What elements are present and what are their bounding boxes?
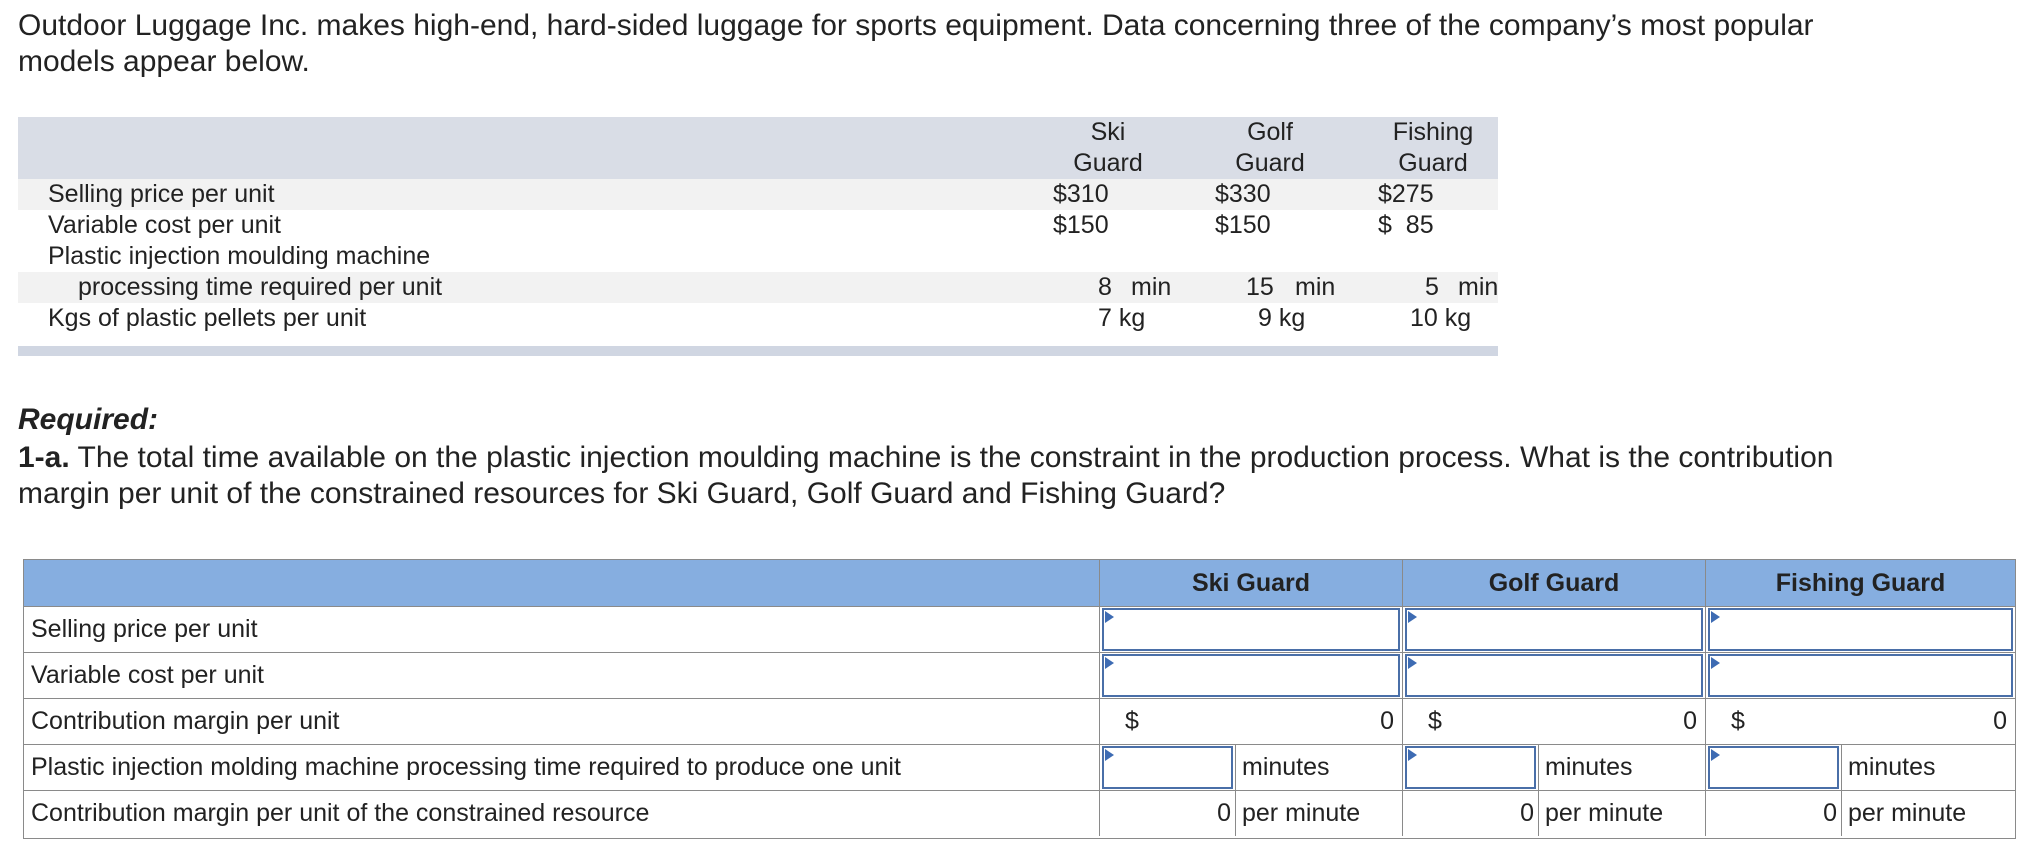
selling-price-golf-input[interactable] — [1405, 608, 1703, 651]
answer-row-machine-time — [24, 745, 2015, 791]
unit-divider — [1538, 745, 1539, 790]
intro-text: Outdoor Luggage Inc. makes high-end, hard-sided luggage for sports equipment. Data concerning three of the company’s most popular models appear below. — [18, 9, 1814, 78]
question-number: 1-a. — [18, 441, 70, 474]
input-marker-icon — [1711, 657, 1720, 669]
currency-symbol: $ — [1125, 707, 1139, 735]
computed-value: 0 — [1683, 707, 1697, 735]
unit-label: per minute — [1242, 799, 1361, 827]
unit-divider — [1235, 791, 1236, 836]
answer-table-header — [24, 560, 2015, 607]
cell-golf-guard — [1402, 699, 1705, 744]
row-selling-price — [18, 179, 1498, 210]
cell-golf-guard — [1402, 791, 1705, 836]
cell-value: 10 kg — [1410, 304, 1472, 332]
input-marker-icon — [1105, 749, 1114, 761]
variable-cost-ski-input[interactable] — [1102, 654, 1400, 697]
input-marker-icon — [1711, 749, 1720, 761]
column-fishing-guard: Fishing Guard — [1705, 560, 2015, 606]
row-label: Variable cost per unit — [48, 211, 281, 239]
answer-row-contribution-margin — [24, 699, 2015, 745]
cell-fishing-guard — [1705, 607, 2015, 652]
row-label: Selling price per unit — [31, 615, 258, 643]
row-machine-label — [18, 241, 1498, 272]
machine-time-fishing-input[interactable] — [1708, 746, 1839, 789]
variable-cost-golf-input[interactable] — [1405, 654, 1703, 697]
cell-ski-guard — [1099, 653, 1402, 698]
answer-table — [23, 559, 2016, 839]
product-data-table — [18, 117, 1498, 356]
data-table-footer — [18, 346, 1498, 356]
row-label: Selling price per unit — [48, 180, 275, 208]
cell-ski-guard — [1099, 745, 1402, 790]
input-marker-icon — [1105, 657, 1114, 669]
cell-golf-guard — [1402, 653, 1705, 698]
unit-label: minutes — [1242, 753, 1330, 781]
header-golf-guard: Golf Guard — [1235, 118, 1305, 177]
cell-value: $150 — [1053, 211, 1109, 239]
cell-value: 7 kg — [1098, 304, 1146, 332]
unit-divider — [1235, 745, 1236, 790]
input-marker-icon — [1408, 749, 1417, 761]
cell-ski-guard — [1099, 699, 1402, 744]
computed-value: 0 — [1823, 799, 1837, 827]
unit-label: minutes — [1848, 753, 1936, 781]
unit-divider — [1841, 745, 1842, 790]
unit-label: per minute — [1545, 799, 1664, 827]
cell-value: $330 — [1215, 180, 1271, 208]
header-fishing-guard: Fishing Guard — [1392, 118, 1474, 177]
cell-value: $275 — [1378, 180, 1434, 208]
row-label: Contribution margin per unit of the constrained resource — [31, 799, 650, 827]
cell-unit: min — [1458, 273, 1499, 301]
question-body: The total time available on the plastic injection moulding machine is the constraint in the production process. What is the contribution margin per unit of the constrained resources for Ski Guard, Golf Guard and Fishing Guard? — [18, 441, 1834, 510]
answer-row-cm-per-constraint — [24, 791, 2015, 837]
currency-symbol: $ — [1731, 707, 1745, 735]
cell-golf-guard — [1402, 607, 1705, 652]
input-marker-icon — [1408, 657, 1417, 669]
column-golf-guard: Golf Guard — [1402, 560, 1705, 606]
row-label: Variable cost per unit — [31, 661, 264, 689]
header-ski-guard: Ski Guard — [1073, 118, 1143, 177]
row-label: Plastic injection molding machine processing time required to produce one unit — [31, 753, 901, 781]
computed-value: 0 — [1993, 707, 2007, 735]
machine-time-golf-input[interactable] — [1405, 746, 1536, 789]
answer-row-variable-cost — [24, 653, 2015, 699]
row-machine-time — [18, 272, 1498, 303]
unit-divider — [1538, 791, 1539, 836]
input-marker-icon — [1408, 611, 1417, 623]
cell-value: 15 — [1246, 273, 1274, 301]
cell-value: 8 — [1098, 273, 1112, 301]
cell-value: $310 — [1053, 180, 1109, 208]
row-label: Contribution margin per unit — [31, 707, 340, 735]
unit-label: minutes — [1545, 753, 1633, 781]
row-label: Kgs of plastic pellets per unit — [48, 304, 367, 332]
cell-fishing-guard — [1705, 653, 2015, 698]
cell-fishing-guard — [1705, 699, 2015, 744]
cell-unit: min — [1295, 273, 1336, 301]
row-variable-cost — [18, 210, 1498, 241]
cell-fishing-guard — [1705, 745, 2015, 790]
question-text — [18, 440, 1898, 512]
computed-value: 0 — [1380, 707, 1394, 735]
selling-price-fishing-input[interactable] — [1708, 608, 2013, 651]
cell-golf-guard — [1402, 745, 1705, 790]
input-marker-icon — [1105, 611, 1114, 623]
unit-label: per minute — [1848, 799, 1967, 827]
data-table-header — [18, 117, 1498, 179]
variable-cost-fishing-input[interactable] — [1708, 654, 2013, 697]
cell-value: $ 85 — [1378, 211, 1434, 239]
unit-divider — [1841, 791, 1842, 836]
row-kgs — [18, 303, 1498, 334]
cell-unit: min — [1131, 273, 1172, 301]
computed-value: 0 — [1520, 799, 1534, 827]
cell-value: 5 — [1425, 273, 1439, 301]
machine-time-ski-input[interactable] — [1102, 746, 1233, 789]
selling-price-ski-input[interactable] — [1102, 608, 1400, 651]
cell-fishing-guard — [1705, 791, 2015, 836]
required-heading: Required: — [18, 403, 159, 436]
row-label: processing time required per unit — [78, 273, 443, 301]
answer-row-selling-price — [24, 607, 2015, 653]
input-marker-icon — [1711, 611, 1720, 623]
row-label: Plastic injection moulding machine — [48, 242, 431, 270]
cell-ski-guard — [1099, 607, 1402, 652]
cell-ski-guard — [1099, 791, 1402, 836]
currency-symbol: $ — [1428, 707, 1442, 735]
column-ski-guard: Ski Guard — [1099, 560, 1402, 606]
computed-value: 0 — [1217, 799, 1231, 827]
cell-value: $150 — [1215, 211, 1271, 239]
cell-value: 9 kg — [1258, 304, 1306, 332]
